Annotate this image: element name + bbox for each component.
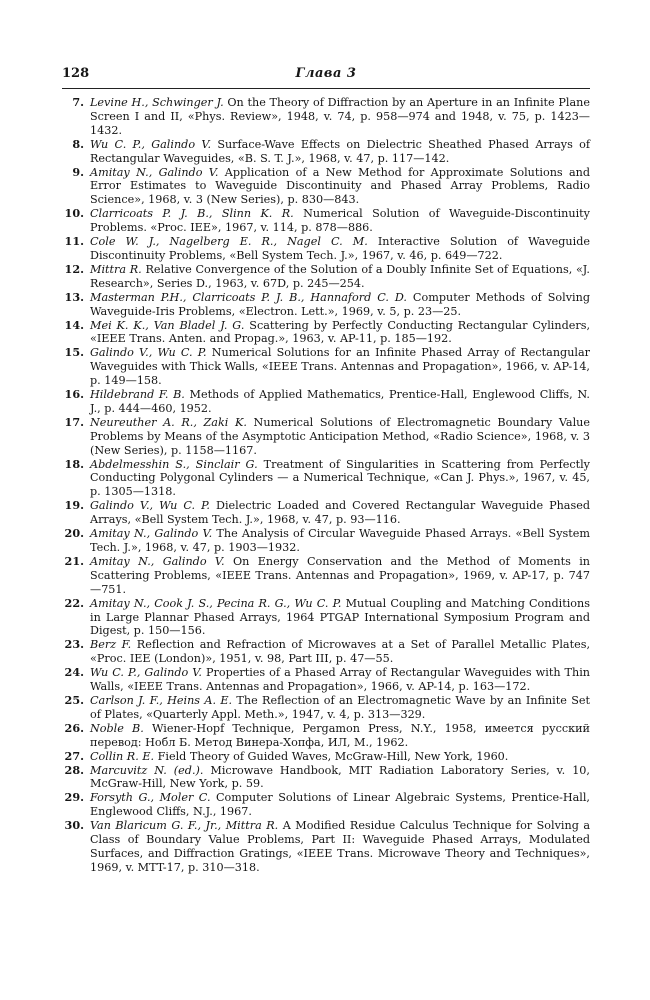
reference-list (62, 96, 590, 875)
reference-text: Numerical Solution of Waveguide-Discontinuity Problems. «Proc. IEE», 1967, v. 114, p. 878—886. (90, 207, 590, 235)
reference-item (62, 291, 590, 319)
reference-item (62, 166, 590, 208)
reference-number: 29. (64, 790, 84, 805)
reference-text: On Energy Conservation and the Method of Moments in Scattering Problems, «IEEE Trans. Antennas and Propagation», 1969, v. AP-17, p. 747—751. (90, 554, 590, 596)
reference-item (62, 791, 590, 819)
reference-text: Methods of Applied Mathematics, Prentice-Hall, Englewood Cliffs, N. J., p. 444—460, 1952. (90, 388, 590, 415)
reference-text: Computer Methods of Solving Waveguide-Iris Problems, «Electron. Lett.», 1969, v. 5, p. 23—25. (90, 290, 590, 318)
reference-text: Computer Solutions of Linear Algebraic Systems, Prentice-Hall, Englewood Cliffs, N.J., 1967. (90, 791, 590, 819)
reference-item (62, 750, 590, 764)
reference-item (62, 235, 590, 263)
reference-authors: Forsyth G., Moler C. (90, 791, 211, 805)
reference-item (62, 666, 590, 694)
reference-number: 20. (64, 526, 84, 541)
reference-authors: Wu C. P., Galindo V. (90, 666, 202, 680)
page-number: 128 (62, 66, 90, 81)
reference-item (62, 722, 590, 750)
reference-authors: Galindo V., Wu C. P. (90, 499, 210, 513)
reference-number: 22. (64, 595, 84, 610)
reference-text: On the Theory of Diffraction by an Aperture in an Infinite Plane Screen I and II, «Phys. Review», 1948, v. 74, p. 958—974 and 1948, v. 75, p. 1423—1432. (90, 96, 591, 137)
reference-authors: Marcuvitz N. (ed.). (90, 763, 204, 777)
reference-authors: Mittra R. (90, 262, 142, 276)
reference-item (62, 819, 590, 875)
reference-text: Application of a New Method for Approximate Solutions and Error Estimates to Waveguide Discontinuity and Phased Array Problems, Radio Science», 1968, v. 3 (New Series), p. 830—843. (90, 165, 590, 207)
reference-authors: Abdelmesshin S., Sinclair G. (90, 457, 258, 471)
reference-item (62, 416, 590, 458)
reference-number: 30. (64, 818, 84, 833)
reference-authors: Hildebrand F. B. (90, 388, 185, 402)
reference-text: Interactive Solution of Waveguide Discontinuity Problems, «Bell System Tech. J.», 1967, v. 46, p. 649—722. (90, 235, 591, 262)
reference-text: A Modified Residue Calculus Technique for Solving a Class of Boundary Value Problems, Part II: Waveguide Phased Arrays, Modulated Surfaces, and Diffraction Gratings, «IEEE Trans. Microwave Theory and Techniques», 1969, v. MTT-17, p. 310—318. (90, 819, 591, 874)
reference-number: 17. (64, 414, 84, 429)
reference-text: Surface-Wave Effects on Dielectric Sheathed Phased Arrays of Rectangular Waveguides, «B. S. T. J.», 1968, v. 47, p. 117—142. (90, 137, 590, 165)
reference-authors: Noble B. (90, 721, 144, 735)
reference-text: Scattering by Perfectly Conducting Rectangular Cylinders, «IEEE Trans. Anten. and Propag.», 1963, v. AP-11, p. 185—192. (90, 318, 590, 346)
reference-text: Numerical Solutions for an Infinite Phased Array of Rectangular Waveguides with Thick Walls, «IEEE Trans. Antennas and Propagation», 1966, v. AP-14, p. 149—158. (90, 346, 590, 388)
reference-text: Microwave Handbook, MIT Radiation Laboratory Series, v. 10, McGraw-Hill, New York, p. 59. (90, 763, 590, 791)
reference-number: 23. (64, 637, 84, 652)
reference-item (62, 346, 590, 388)
reference-number: 12. (64, 261, 84, 276)
reference-authors: Neureuther A. R., Zaki K. (90, 415, 247, 429)
reference-number: 16. (64, 387, 84, 402)
reference-text: The Reflection of an Electromagnetic Wave by an Infinite Set of Plates, «Quarterly Appl. Meth.», 1947, v. 4, p. 313—329. (90, 693, 590, 721)
reference-number: 26. (64, 720, 84, 735)
reference-authors: Collin R. E. (90, 749, 155, 763)
reference-item (62, 764, 590, 792)
reference-item (62, 499, 590, 527)
reference-number: 18. (64, 456, 84, 471)
reference-item (62, 458, 590, 500)
reference-item (62, 96, 590, 138)
reference-authors: Mei K. K., Van Bladel J. G. (90, 318, 245, 332)
reference-text: Wiener-Hopf Technique, Pergamon Press, N.Y., 1958, имеется русский перевод: Нобл Б. Метод Винера-Хопфа, ИЛ, М., 1962. (90, 721, 591, 749)
reference-number: 15. (64, 345, 84, 360)
reference-item (62, 638, 590, 666)
reference-item (62, 597, 590, 639)
reference-number: 13. (64, 289, 84, 304)
reference-text: Dielectric Loaded and Covered Rectangular Waveguide Phased Arrays, «Bell System Tech. J.», 1968, v. 47, p. 93—116. (90, 499, 591, 527)
reference-number: 14. (64, 317, 84, 332)
page-header (62, 66, 590, 84)
reference-item (62, 319, 590, 347)
reference-authors: Masterman P.H., Clarricoats P. J. B., Hannaford C. D. (90, 290, 407, 304)
reference-number: 27. (64, 748, 84, 763)
reference-number: 7. (72, 95, 84, 109)
reference-authors: Wu C. P., Galindo V. (90, 137, 212, 151)
reference-item (62, 694, 590, 722)
reference-item (62, 555, 590, 597)
reference-authors: Amitay N., Cook J. S., Pecina R. G., Wu C. P. (90, 596, 342, 610)
reference-number: 25. (64, 692, 84, 707)
reference-item (62, 138, 590, 166)
chapter-title: Глава 3 (295, 66, 357, 81)
reference-authors: Amitay N., Galindo V. (90, 527, 213, 541)
header-rule (62, 88, 590, 89)
reference-text: Field Theory of Guided Waves, McGraw-Hill, New York, 1960. (154, 749, 509, 763)
reference-number: 10. (64, 206, 84, 221)
reference-authors: Clarricoats P. J. B., Slinn K. R. (90, 207, 294, 221)
reference-item (62, 207, 590, 235)
reference-authors: Galindo V., Wu C. P. (90, 346, 207, 360)
reference-authors: Cole W. J., Nagelberg E. R., Nagel C. M. (90, 235, 368, 249)
reference-number: 9. (72, 164, 84, 179)
reference-text: The Analysis of Circular Waveguide Phased Arrays. «Bell System Tech. J.», 1968, v. 47, p. 1903—1932. (90, 527, 590, 554)
reference-text: Reflection and Refraction of Microwaves at a Set of Parallel Metallic Plates, «Proc. IEE (London)», 1951, v. 98, Part III, p. 47—55. (90, 638, 590, 666)
reference-text: Mutual Coupling and Matching Conditions in Large Plannar Phased Arrays, 1964 PTGAP International Symposium Program and Digest, p. 150—156. (90, 596, 590, 638)
reference-authors: Amitay N., Galindo V. (90, 554, 225, 568)
reference-item (62, 263, 590, 291)
reference-authors: Van Blaricum G. F., Jr., Mittra R. (90, 819, 279, 833)
reference-number: 28. (64, 762, 84, 777)
reference-number: 24. (64, 665, 84, 680)
reference-number: 8. (72, 136, 84, 151)
reference-item (62, 527, 590, 555)
reference-number: 11. (64, 234, 84, 249)
reference-authors: Carlson J. F., Heins A. E. (90, 693, 233, 707)
reference-authors: Levine H., Schwinger J. (90, 96, 224, 109)
reference-number: 21. (64, 553, 84, 568)
reference-item (62, 388, 590, 416)
reference-text: Relative Convergence of the Solution of a Doubly Infinite Set of Equations, «J. Research», Series D., 1963, v. 67D, p. 245—254. (90, 262, 590, 290)
reference-text: Treatment of Singularities in Scattering from Perfectly Conducting Polygonal Cylinders — a Numerical Technique, «Can J. Phys.», 1967, v. 45, p. 1305—1318. (90, 457, 590, 499)
reference-authors: Amitay N., Galindo V. (90, 165, 219, 179)
reference-text: Properties of a Phased Array of Rectangular Waveguides with Thin Walls, «IEEE Trans. Antennas and Propagation», 1966, v. AP-14, p. 163—172. (90, 666, 591, 694)
reference-text: Numerical Solutions of Electromagnetic Boundary Value Problems by Means of the Asymptotic Anticipation Method, «Radio Science», 1968, v. 3 (New Series), p. 1158—1167. (90, 415, 590, 457)
reference-number: 19. (64, 498, 84, 513)
reference-authors: Berz F. (90, 638, 132, 652)
